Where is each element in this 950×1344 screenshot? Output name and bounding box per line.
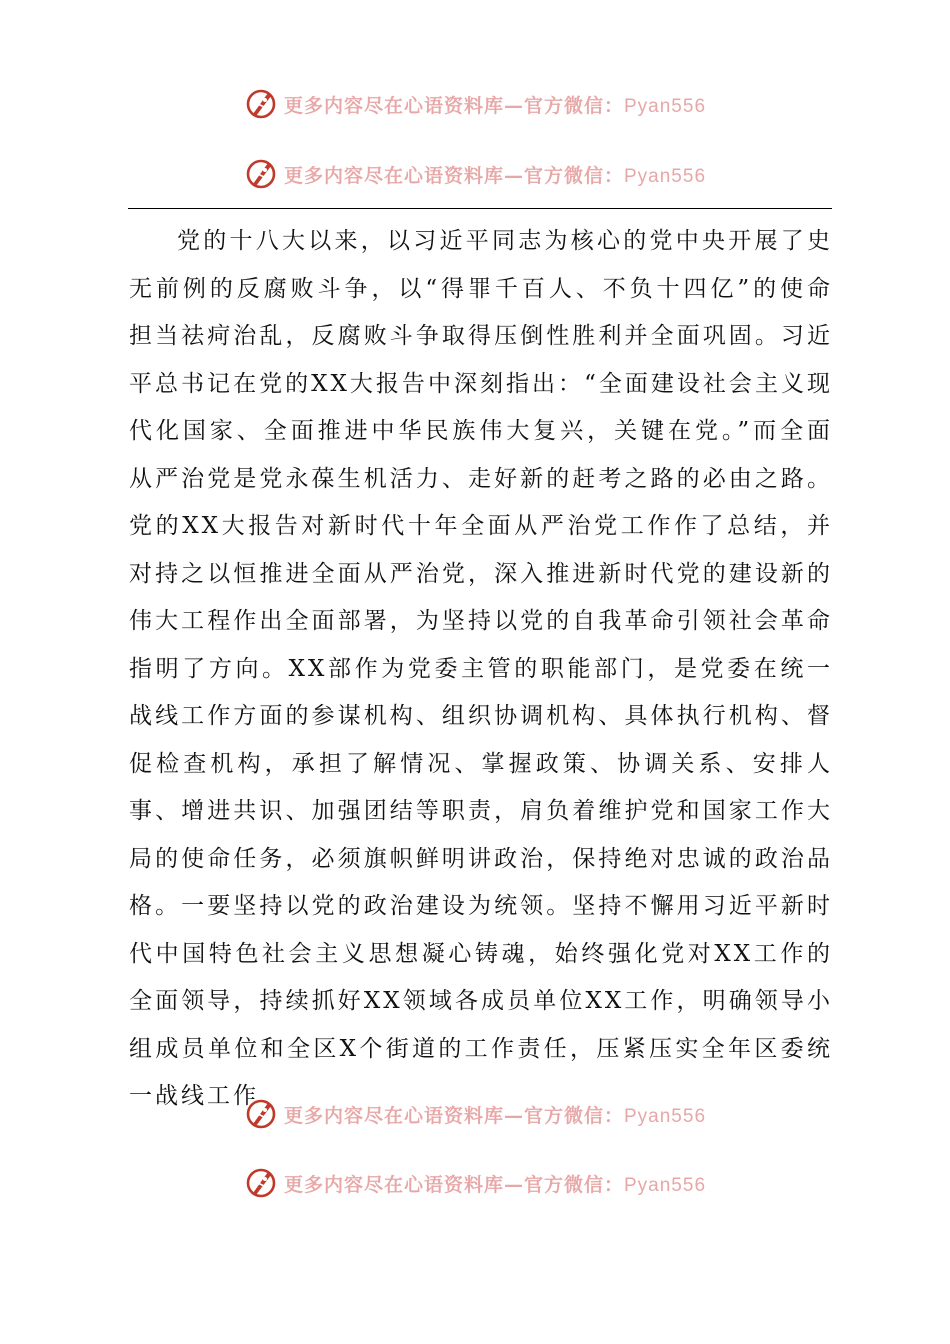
- watermark-separator: —: [503, 164, 524, 187]
- watermark-account: Pyan556: [624, 95, 707, 117]
- watermark-account: Pyan556: [624, 1105, 707, 1127]
- watermark-account: Pyan556: [624, 165, 707, 187]
- watermark-brand: 更多内容尽在心语资料库: [283, 164, 504, 187]
- document-paragraph: 党的十八大以来，以习近平同志为核心的党中央开展了史无前例的反腐败斗争，以“得罪千百人、不负十四亿”的使命担当祛疴治乱，反腐败斗争取得压倒性胜利并全面巩固。习近平总书记在党的XX大报告中深刻指出：“全面建设社会主义现代化国家、全面推进中华民族伟大复兴，关键在党。”而全面从严治党是党永葆生机活力、走好新的赶考之路的必由之路。党的XX大报告对新时代十年全面从严治党工作作了总结，并对持之以恒推进全面从严治党，深入推进新时代党的建设新的伟大工程作出全面部署，为坚持以党的自我革命引领社会革命指明了方向。XX部作为党委主管的职能部门，是党委在统一战线工作方面的参谋机构、组织协调机构、具体执行机构、督促检查机构，承担了解情况、掌握政策、协调关系、安排人事、增进共识、加强团结等职责，肩负着维护党和国家工作大局的使命任务，必须旗帜鲜明讲政治，保持绝对忠诚的政治品格。一要坚持以党的政治建设为统领。坚持不懈用习近平新时代中国特色社会主义思想凝心铸魂，始终强化党对XX工作的全面领导，持续抓好XX领域各成员单位XX工作，明确领导小组成员单位和全区X个街道的工作责任，压紧压实全年区委统一战线工作: [129, 228, 833, 1109]
- pen-logo-icon: [244, 157, 278, 191]
- watermark-text: [284, 1170, 706, 1197]
- watermark-label: 官方微信：: [523, 94, 624, 117]
- watermark-label: 官方微信：: [523, 164, 624, 187]
- watermark-account: Pyan556: [624, 1174, 707, 1196]
- watermark-banner-bottom-2: [0, 1163, 950, 1203]
- watermark-label: 官方微信：: [523, 1173, 624, 1196]
- watermark-separator: —: [503, 1173, 524, 1196]
- watermark-brand: 更多内容尽在心语资料库: [283, 94, 504, 117]
- watermark-brand: 更多内容尽在心语资料库: [283, 1173, 504, 1196]
- watermark-banner-top-1: [0, 84, 950, 124]
- watermark-text: [284, 1101, 706, 1128]
- watermark-brand: 更多内容尽在心语资料库: [283, 1104, 504, 1127]
- pen-logo-icon: [244, 87, 278, 121]
- watermark-banner-top-2: [0, 154, 950, 194]
- watermark-text: [284, 91, 706, 118]
- watermark-separator: —: [503, 1104, 524, 1127]
- watermark-separator: —: [503, 94, 524, 117]
- pen-logo-icon: [244, 1166, 278, 1200]
- pen-logo-icon: [244, 1097, 278, 1131]
- watermark-banner-bottom-1: [0, 1094, 950, 1134]
- header-divider: [128, 208, 832, 209]
- watermark-label: 官方微信：: [523, 1104, 624, 1127]
- watermark-text: [284, 161, 706, 188]
